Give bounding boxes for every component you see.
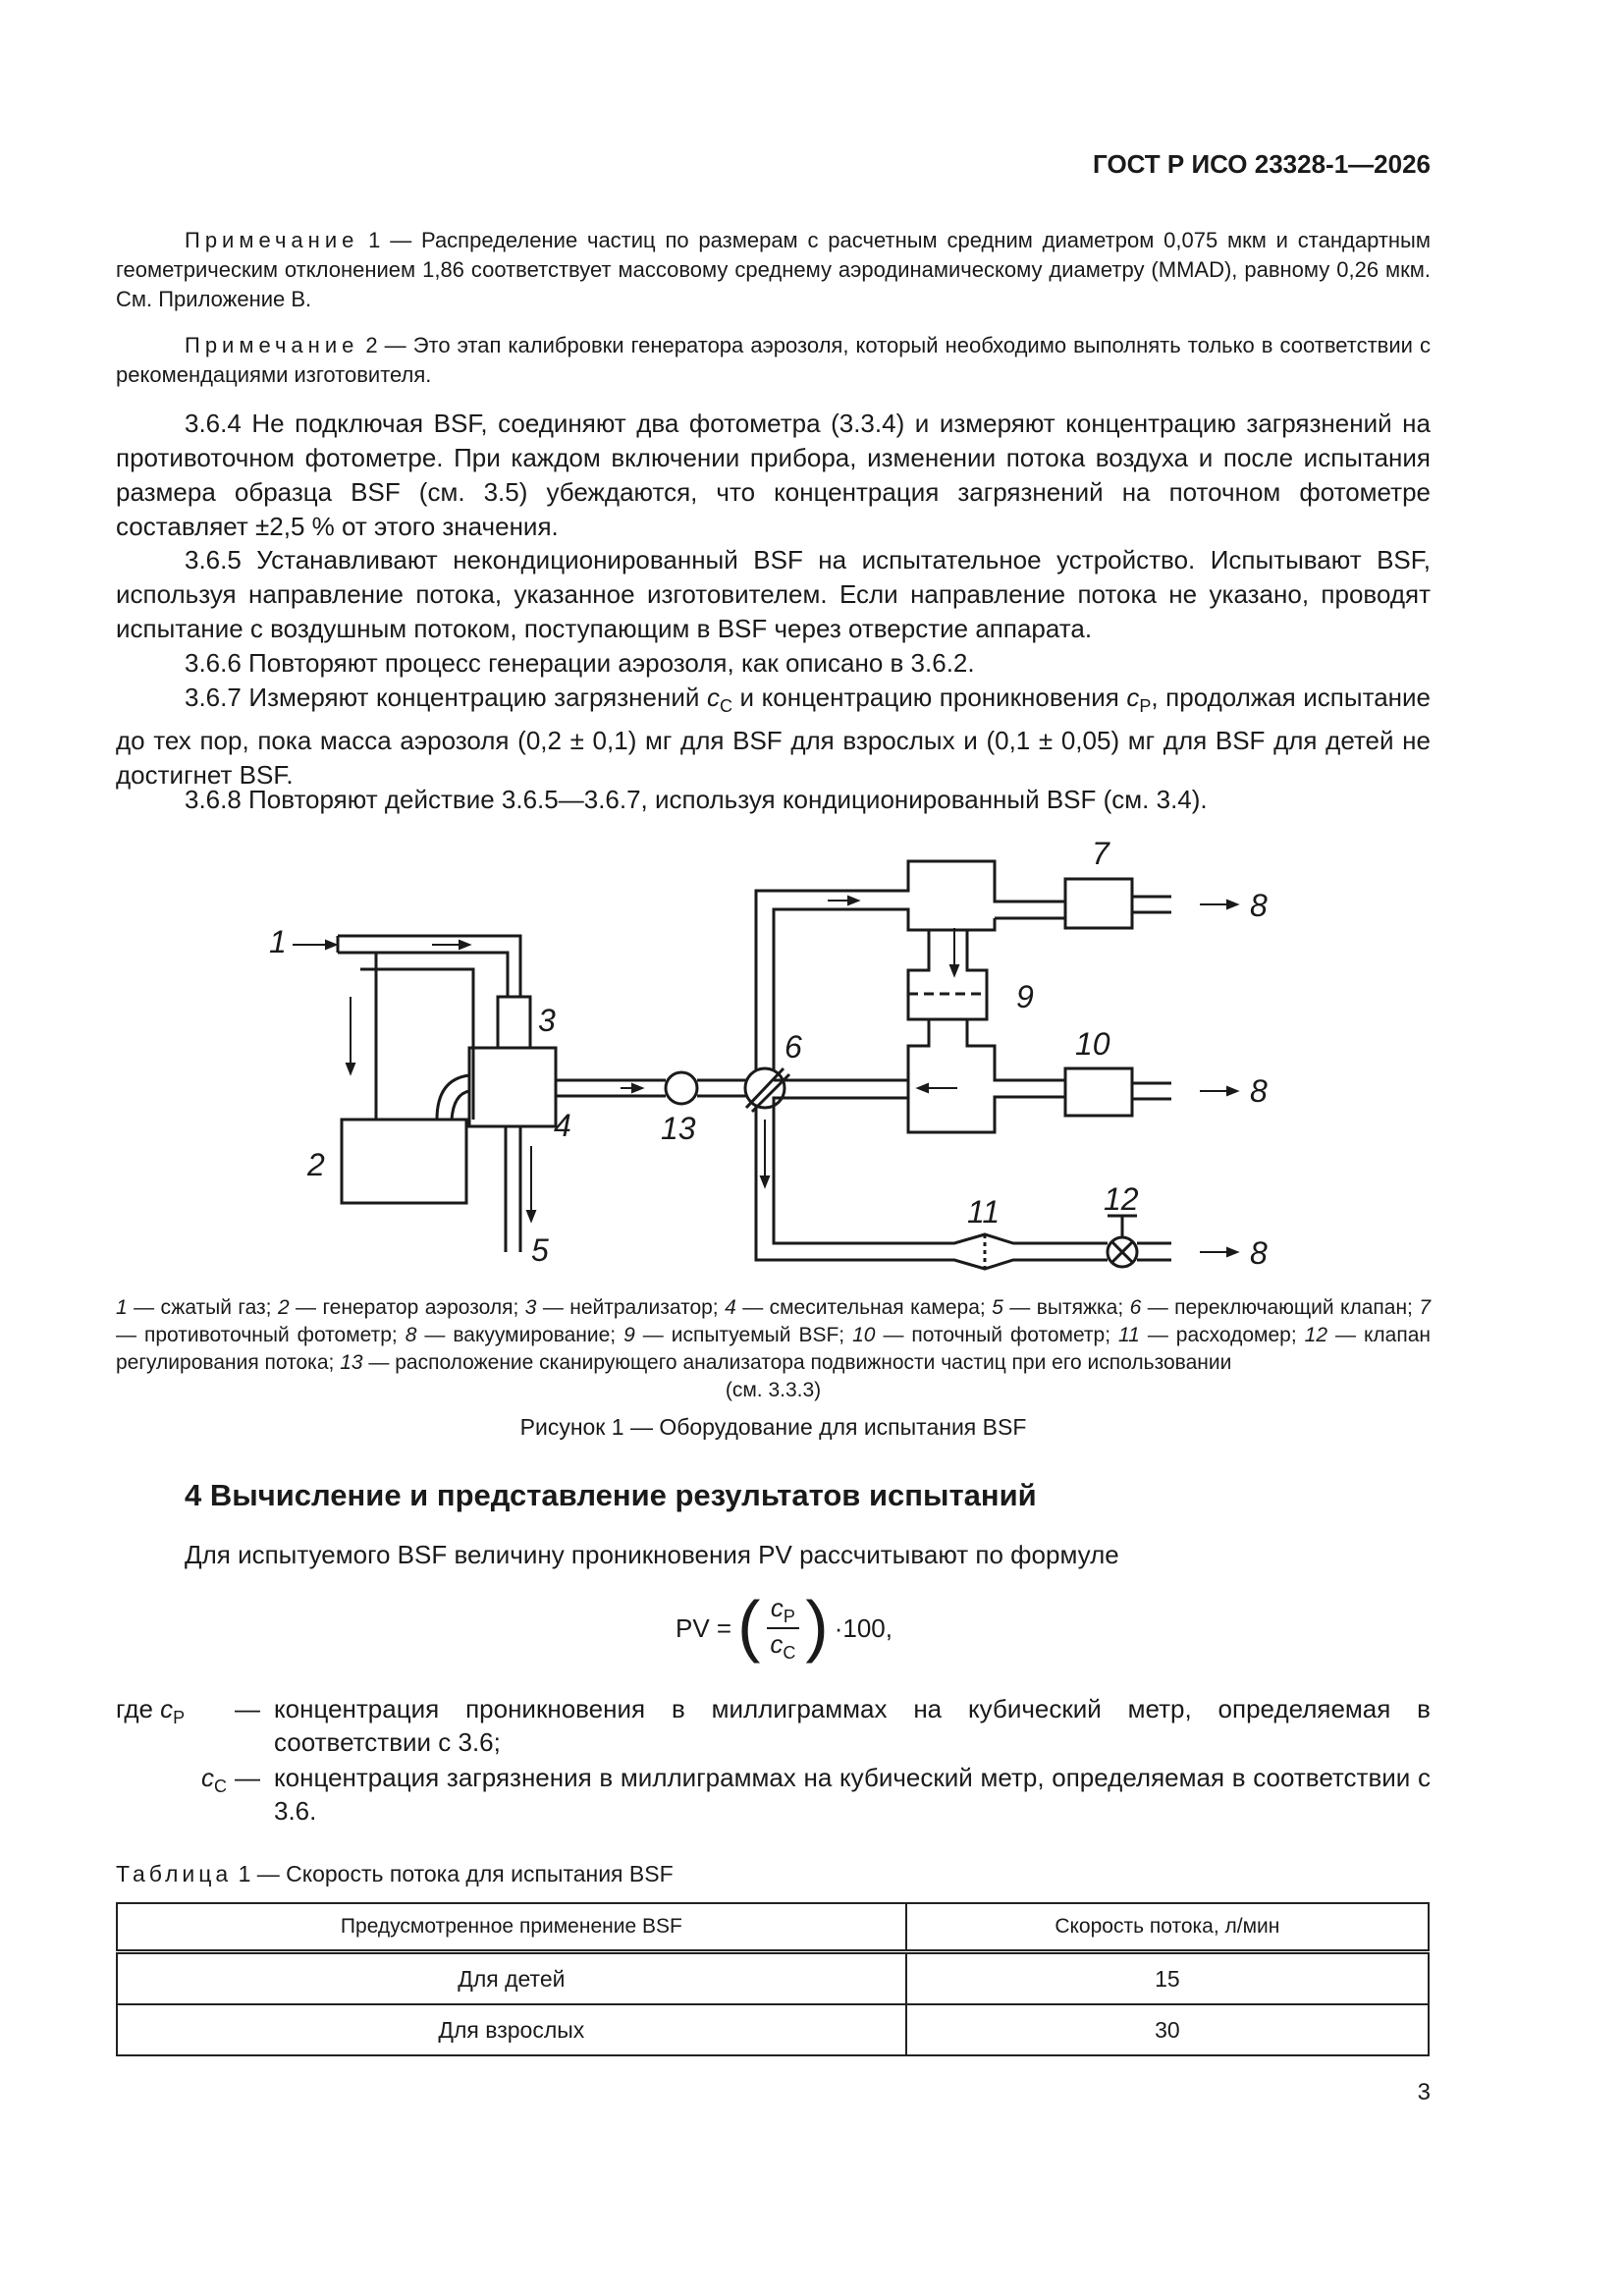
flow-arrow-head [632,1084,642,1092]
numerator-sub: P [783,1607,795,1626]
table-header: Предусмотренное применение BSF [117,1903,906,1952]
label-12: 12 [1104,1181,1139,1217]
figure-legend [116,1294,1431,1404]
paren-right: ) [805,1587,829,1664]
label-1: 1 [269,924,287,959]
legend-number: 11 [1118,1324,1140,1346]
where-var: c [201,1763,214,1792]
note-lead: Примечание [185,228,359,252]
legend-number: 9 [623,1324,635,1346]
pipe [338,953,508,1048]
formula-intro: Для испытуемого BSF величину проникновения PV рассчитывают по формуле [185,1540,1119,1569]
paragraph-text: 3.6.7 Измеряют концентрацию загрязнений [185,683,707,712]
paragraph-3-6-7 [116,681,1431,793]
var-c: c [1126,683,1140,712]
pipe [452,1091,469,1120]
label-13: 13 [661,1111,696,1146]
table-caption-lead: Таблица [116,1861,233,1886]
legend-number: 8 [405,1324,417,1346]
legend-text: — вакуумирование; [416,1324,624,1346]
neutralizer [498,997,530,1048]
legend-text: — генератор аэрозоля; [289,1296,525,1319]
label-4: 4 [554,1108,571,1143]
note-text: 2 — Это этап калибровки генератора аэрозоля, который необходимо выполнять только в соответствии с рекомендациями изготовителя. [116,333,1431,387]
legend-number: 1 [116,1296,128,1319]
label-6: 6 [784,1029,802,1065]
pipe [756,861,1065,1070]
table-header: Скорость потока, л/мин [906,1903,1429,1952]
label-3: 3 [538,1003,556,1038]
aerosol-generator [342,1120,466,1203]
where-list [116,1692,1431,1828]
flow-arrow-head [761,1176,769,1186]
legend-text: — поточный фотометр; [875,1324,1119,1346]
label-5: 5 [531,1232,549,1268]
where-sub: C [214,1777,227,1796]
paragraph-3-6-5 [116,543,1431,646]
formula-pv [676,1589,893,1667]
legend-text: — нейтрализатор; [536,1296,726,1319]
where-dash: — [235,1694,260,1723]
legend-number: 2 [277,1296,290,1319]
legend-number: 13 [340,1351,363,1374]
legend-number: 3 [524,1296,537,1319]
label-7: 7 [1092,836,1109,871]
flow-arrow-head [326,941,336,949]
section-title: 4 Вычисление и представление результатов испытаний [185,1478,1037,1512]
table-cell: Для взрослых [117,2004,906,2055]
flow-arrow-head [527,1211,535,1221]
label-9: 9 [1016,979,1034,1014]
table-caption [116,1861,674,1887]
paragraph-3-6-4 [116,407,1431,544]
legend-number: 12 [1304,1324,1328,1346]
fraction [766,1593,799,1664]
where-var: c [160,1694,174,1723]
where-item [116,1692,1431,1759]
formula-lhs: PV = [676,1613,732,1643]
paragraph-3-6-6 [116,646,1431,681]
inflow-photometer [1065,1068,1132,1116]
legend-text: — клапан регулирования потока; [116,1324,1431,1374]
legend-number: 10 [852,1324,876,1346]
flow-arrow-head [848,897,858,904]
legend-text: — испытуемый BSF; [634,1324,853,1346]
label-2: 2 [307,1147,325,1182]
where-text: концентрация проникновения в миллиграммах на кубический метр, определяемая в соответствии с 3.6; [274,1694,1431,1757]
legend-tail: (см. 3.3.3) [725,1379,822,1401]
subscript-c: C [719,696,732,716]
label-11: 11 [967,1194,1001,1230]
where-dash: — [235,1763,260,1792]
paragraph-text: 3.6.4 Не подключая BSF, соединяют два фотометра (3.3.4) и измеряют концентрацию загрязнений на противоточном фотометре. При каждом включении прибора, изменении потока воздуха и после испытания размера образца BSF (см. 3.5) убеждаются, что концентрация загрязнений на поточном фотометре составляет ±2,5 % от этого значения. [116,409,1431,541]
table-row [117,2004,1429,2055]
table-caption-text: 1 — Скорость потока для испытания BSF [232,1861,674,1886]
paragraph-text: и концентрацию проникновения [731,683,1127,712]
flow-arrow-head [347,1064,354,1073]
figure-caption: Рисунок 1 — Оборудование для испытания BSF [519,1414,1027,1440]
where-sub: P [173,1708,186,1727]
paragraph-3-6-8 [116,783,1431,817]
counterflow-photometer [1065,879,1132,928]
document-id: ГОСТ Р ИСО 23328-1—2026 [1093,149,1431,179]
legend-text: — смесительная камера; [735,1296,993,1319]
numerator-var: c [770,1593,784,1622]
flow-arrow-head [1227,1248,1237,1256]
page-number: 3 [1417,2079,1431,2105]
where-text: концентрация загрязнения в миллиграммах на кубический метр, определяемая в соответствии с 3.6. [274,1763,1431,1826]
note-1 [116,226,1431,314]
paragraph-text: 3.6.6 Повторяют процесс генерации аэрозоля, как описано в 3.6.2. [185,648,975,678]
where-item [116,1761,1431,1828]
legend-text: — сжатый газ; [127,1296,278,1319]
paren-left: ( [737,1587,761,1664]
paragraph-text: 3.6.8 Повторяют действие 3.6.5—3.6.7, используя кондиционированный BSF (см. 3.4). [185,785,1208,814]
flow-arrow-head [460,941,469,949]
note-lead: Примечание [185,333,359,357]
legend-number: 4 [725,1296,736,1319]
note-2 [116,331,1431,390]
table-header-row [117,1903,1429,1952]
label-8: 8 [1250,1073,1268,1109]
pipe [774,1106,1108,1243]
subscript-p: P [1139,696,1152,716]
mixing-chamber [469,1048,556,1126]
legend-text: — переключающий клапан; [1141,1296,1420,1319]
table-cell: 30 [906,2004,1429,2055]
denominator-var: c [770,1629,784,1659]
legend-text: — расположение сканирующего анализатора подвижности частиц при его использовании [362,1351,1232,1374]
legend-number: 5 [992,1296,1003,1319]
table-row [117,1952,1429,2005]
paragraph-text: , продолжая испытание до тех пор, пока масса аэрозоля (0,2 ± 0,1) мг для BSF для взрослых и (0,1 ± 0,05) мг для BSF для детей не достигнет BSF. [116,683,1431,790]
equipment-diagram [116,835,1333,1286]
var-c: c [706,683,720,712]
pipe [967,1019,1065,1080]
flow-arrow-head [1227,901,1237,908]
legend-number: 7 [1419,1296,1431,1319]
legend-text: — расходомер; [1139,1324,1305,1346]
pipe [908,1019,1065,1132]
note-text: 1 — Распределение частиц по размерам с расчетным средним диаметром 0,075 мкм и стандартным геометрическим отклонением 1,86 соответствует массовому среднему аэродинамическому диаметру (MMAD), равному 0,26 мкм. См. Приложение В. [116,228,1431,311]
label-8: 8 [1250,888,1268,923]
flow-arrow-head [1227,1087,1237,1095]
label-10: 10 [1075,1026,1110,1062]
denominator-sub: C [783,1643,796,1663]
smps-location [666,1072,697,1104]
legend-number: 6 [1129,1296,1142,1319]
legend-items [116,1296,1431,1374]
table-cell: Для детей [117,1952,906,2005]
flow-rate-table [116,1902,1430,2056]
flow-arrow-head [950,965,958,975]
where-prefix: где [116,1694,161,1723]
flow-arrow-head [918,1084,928,1092]
legend-text: — вытяжка; [1002,1296,1130,1319]
label-8: 8 [1250,1235,1268,1271]
paragraph-text: 3.6.5 Устанавливают некондиционированный BSF на испытательное устройство. Испытывают BSF, используя направление потока, указанное изготовителем. Если направление потока не указано, проводят испытание с воздушным потоком, поступающим в BSF через отверстие аппарата. [116,545,1431,643]
legend-text: — противоточный фотометр; [116,1324,406,1346]
table-cell: 15 [906,1952,1429,2005]
formula-tail: ·100, [834,1613,893,1643]
pipe [774,1098,908,1106]
pipe [967,918,995,930]
